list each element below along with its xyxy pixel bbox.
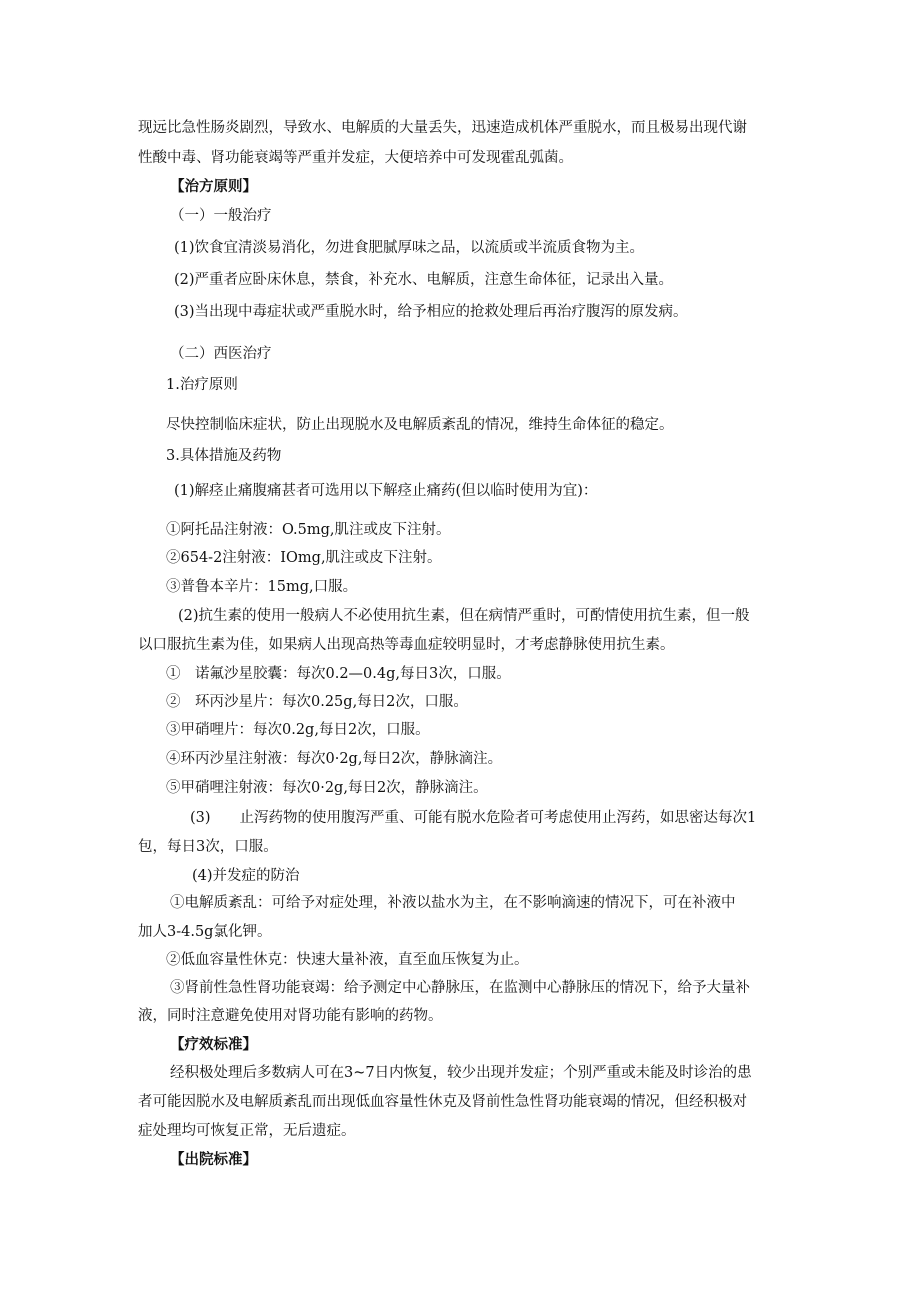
antidiarrheal-line-2: 包，每日3次，口服。 — [138, 839, 278, 855]
general-item-3: (3)当出现中毒症状或严重脱水时，给予相应的抢救处理后再治疗腹泻的原发病。 — [174, 304, 688, 320]
heading-efficacy: 【疗效标准】 — [170, 1037, 257, 1053]
complication-line-4: ③肾前性急性肾功能衰竭：给予测定中心静脉压，在监测中心静脉压的情况下，给予大量补 — [170, 980, 750, 996]
antibiotic-item-2: ② 环丙沙星片：每次0.25g,每日2次，口服。 — [166, 694, 468, 710]
antispasmodic-intro: (1)解痉止痛腹痛甚者可选用以下解痉止痛药(但以临时使用为宜)： — [174, 483, 598, 499]
antibiotic-item-4: ④环丙沙星注射液：每次0·2g,每日2次，静脉滴注。 — [166, 751, 503, 767]
efficacy-line-3: 症处理均可恢复正常，无后遗症。 — [138, 1123, 356, 1139]
general-treatment-title: （一）一般治疗 — [170, 208, 272, 224]
heading-discharge: 【出院标准】 — [170, 1152, 257, 1168]
measures-title: 3.具体措施及药物 — [166, 448, 282, 464]
antispasmodic-item-1: ①阿托品注射液：O.5mg,肌注或皮下注射。 — [166, 522, 451, 538]
principle-text: 尽快控制临床症状，防止出现脱水及电解质紊乱的情况，维持生命体征的稳定。 — [166, 417, 674, 433]
intro-line-2: 性酸中毒、肾功能衰竭等严重并发症，大便培养中可发现霍乱弧菌。 — [138, 150, 573, 166]
general-item-2: (2)严重者应卧床休息，禁食，补充水、电解质，注意生命体征，记录出入量。 — [174, 272, 674, 288]
western-treatment-title: （二）西医治疗 — [170, 346, 272, 362]
complication-line-1: ①电解质紊乱：可给予对症处理，补液以盐水为主，在不影响滴速的情况下，可在补液中 — [170, 895, 736, 911]
complication-line-3: ②低血容量性休克：快速大量补液，直至血压恢复为止。 — [166, 952, 529, 968]
intro-line-1: 现远比急性肠炎剧烈，导致水、电解质的大量丢失，迅速造成机体严重脱水，而且极易出现代谢 — [138, 120, 747, 136]
antibiotic-item-3: ③甲硝哩片：每次0.2g,每日2次，口服。 — [166, 722, 430, 738]
heading-treatment-principle: 【治方原则】 — [170, 179, 257, 195]
complication-line-5: 液，同时注意避免使用对肾功能有影响的药物。 — [138, 1008, 443, 1024]
antibiotic-line-1: (2)抗生素的使用一般病人不必使用抗生素，但在病情严重时，可酌情使用抗生素，但一般 — [178, 608, 750, 624]
antispasmodic-item-3: ③普鲁本辛片：15mg,口服。 — [166, 579, 358, 595]
antispasmodic-item-2: ②654-2注射液：IOmg,肌注或皮下注射。 — [166, 550, 442, 566]
complication-line-2: 加人3-4.5g氯化钾。 — [138, 924, 272, 940]
efficacy-line-2: 者可能因脱水及电解质紊乱而出现低血容量性休克及肾前性急性肾功能衰竭的情况，但经积极对 — [138, 1094, 747, 1110]
antibiotic-line-2: 以口服抗生素为佳，如果病人出现高热等毒血症较明显时，才考虑静脉使用抗生素。 — [138, 637, 675, 653]
efficacy-line-1: 经积极处理后多数病人可在3~7日内恢复，较少出现并发症；个别严重或未能及时诊治的患 — [170, 1065, 752, 1081]
antidiarrheal-line-1: (3) 止泻药物的使用腹泻严重、可能有脱水危险者可考虑使用止泻药，如思密达每次1 — [190, 810, 757, 826]
antibiotic-item-5: ⑤甲硝哩注射液：每次0·2g,每日2次，静脉滴注。 — [166, 780, 488, 796]
principle-title: 1.治疗原则 — [166, 377, 238, 393]
complication-title: (4)并发症的防治 — [192, 868, 300, 884]
antibiotic-item-1: ① 诺氟沙星胶囊：每次0.2—0.4g,每日3次，口服。 — [166, 666, 511, 682]
general-item-1: (1)饮食宜清淡易消化，勿进食肥腻厚味之品，以流质或半流质食物为主。 — [174, 240, 645, 256]
